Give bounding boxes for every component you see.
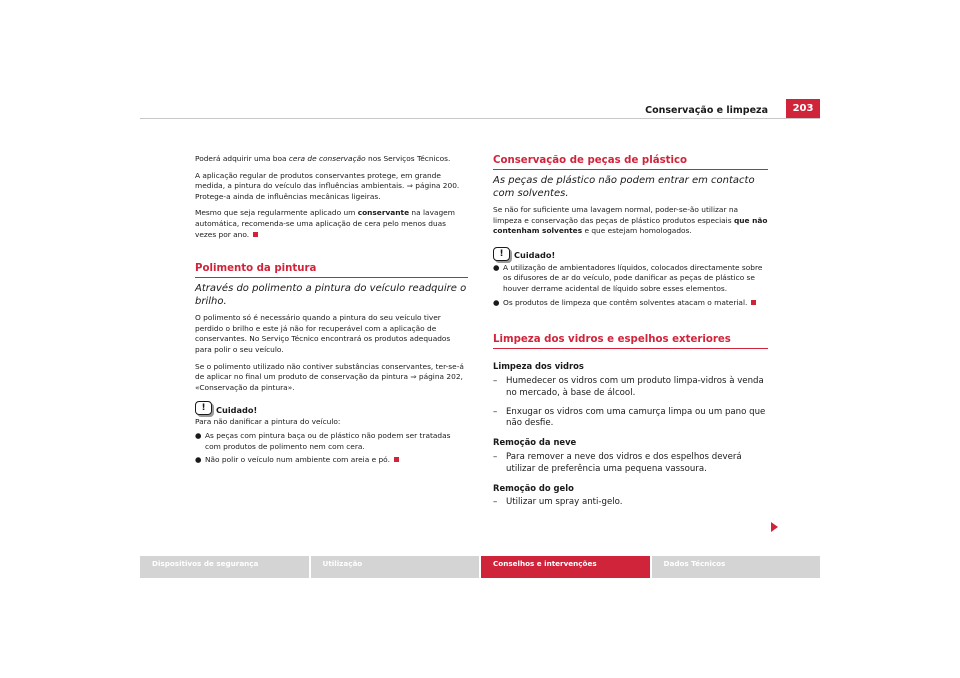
heading-polimento: Polimento da pintura bbox=[195, 262, 468, 278]
dash-icon: – bbox=[493, 406, 498, 417]
warning-icon: ! bbox=[493, 247, 510, 261]
bullet-icon: ● bbox=[493, 262, 500, 272]
tab-dispositivos-seguranca[interactable]: Dispositivos de segurança bbox=[140, 556, 309, 578]
bullet-text: Não polir o veículo num ambiente com areia e pó. bbox=[205, 455, 390, 465]
step-text: Enxugar os vidros com uma camurça limpa ou um pano que não desfie. bbox=[506, 406, 766, 429]
paragraph-polish-conserve: Se o polimento utilizado não contiver substâncias conservantes, ter-se-á de aplicar no final um produto de conservação da pintura ⇒ página 202, «Conservação da pintura». bbox=[195, 361, 464, 392]
paragraph-plastic bbox=[493, 205, 768, 237]
subheading-plastico: As peças de plástico não podem entrar em contacto com solventes. bbox=[493, 175, 755, 199]
text: Mesmo que seja regularmente aplicado um bbox=[195, 208, 358, 218]
left-column bbox=[195, 154, 468, 469]
paragraph-polish-need: O polimento só é necessário quando a pintura do seu veículo tiver perdido o brilho e este já não for recuperável com a aplicação de conservantes. No Serviço Técnico encontrará os produtos adequados para polir o seu veículo. bbox=[195, 313, 451, 354]
caution-intro: Para não danificar a pintura do veículo: bbox=[195, 417, 341, 427]
heading-vidros: Limpeza dos vidros e espelhos exteriores bbox=[493, 333, 768, 349]
text: na lavagem automática, recomenda-se uma aplicação de cera pelo menos duas vezes por ano. bbox=[195, 208, 455, 239]
caution-bullet bbox=[195, 455, 468, 466]
paragraph-conservante bbox=[195, 208, 468, 240]
tab-dados-tecnicos[interactable]: Dados Técnicos bbox=[652, 556, 821, 578]
right-column bbox=[493, 154, 768, 516]
subtitle-limpeza: Limpeza dos vidros bbox=[493, 361, 584, 372]
warning-icon: ! bbox=[195, 401, 212, 415]
section-end-mark bbox=[253, 232, 258, 237]
text: nos Serviços Técnicos. bbox=[365, 154, 451, 163]
caution-bullet bbox=[195, 431, 468, 452]
caution-title: Cuidado! bbox=[514, 250, 556, 261]
step-item bbox=[493, 407, 768, 431]
paragraph-wax bbox=[195, 154, 468, 165]
footer-nav bbox=[140, 556, 820, 578]
glass-instructions bbox=[493, 361, 768, 509]
header-rule bbox=[140, 118, 820, 119]
step-item bbox=[493, 497, 768, 509]
step-text: Utilizar um spray anti-gelo. bbox=[506, 497, 623, 508]
section-end-mark bbox=[751, 300, 756, 305]
caution-bullet bbox=[493, 298, 768, 309]
bold-term: que não contenham solventes bbox=[493, 215, 768, 236]
caution-bullet bbox=[493, 263, 768, 295]
bullet-icon: ● bbox=[493, 297, 500, 307]
bold-term: conservante bbox=[357, 208, 410, 218]
dash-icon: – bbox=[493, 375, 498, 386]
next-page-arrow-icon[interactable] bbox=[771, 522, 778, 532]
dash-icon: – bbox=[493, 451, 498, 462]
caution-header bbox=[493, 247, 768, 261]
page-number: 203 bbox=[786, 99, 820, 118]
bullet-text: As peças com pintura baça ou de plástico não podem ser tratadas com produtos de polimento nem com cera. bbox=[205, 430, 451, 451]
dash-icon: – bbox=[493, 497, 498, 508]
step-text: Para remover a neve dos vidros e dos espelhos deverá utilizar de preferência uma pequena vassoura. bbox=[506, 451, 742, 474]
subtitle-gelo: Remoção do gelo bbox=[493, 482, 574, 493]
tab-utilizacao[interactable]: Utilização bbox=[311, 556, 480, 578]
section-end-mark bbox=[394, 457, 399, 462]
step-item bbox=[493, 376, 768, 400]
bullet-icon: ● bbox=[195, 430, 202, 440]
paragraph-protection: A aplicação regular de produtos conservantes protege, em grande medida, a pintura do veículo das influências ambientais. ⇒ página 200. Protege-a ainda de influências mecânicas ligeiras. bbox=[195, 170, 460, 201]
tab-conselhos-intervencoes[interactable]: Conselhos e intervenções bbox=[481, 556, 650, 578]
bullet-icon: ● bbox=[195, 455, 202, 465]
step-item bbox=[493, 452, 768, 476]
subtitle-neve: Remoção da neve bbox=[493, 437, 577, 448]
caution-title: Cuidado! bbox=[216, 404, 258, 415]
step-text: Humedecer os vidros com um produto limpa-vidros à venda no mercado, à base de álcool. bbox=[506, 375, 764, 398]
bullet-text: Os produtos de limpeza que contêm solventes atacam o material. bbox=[503, 297, 748, 307]
caution-header bbox=[195, 401, 468, 415]
header-title: Conservação e limpeza bbox=[645, 105, 768, 116]
bullet-text: A utilização de ambientadores líquidos, colocados directamente sobre os difusores de ar do veículo, pode danificar as peças de plástico se houver derrame acidental de líquido sobre esses elementos. bbox=[503, 262, 763, 293]
text: Poderá adquirir uma boa bbox=[195, 154, 289, 163]
heading-plastico: Conservação de peças de plástico bbox=[493, 154, 768, 170]
subheading-polimento: Através do polimento a pintura do veículo readquire o brilho. bbox=[195, 283, 467, 307]
text: e que estejam homologados. bbox=[582, 226, 692, 236]
emphasis: cera de conservação bbox=[288, 154, 366, 163]
text: Se não for suficiente uma lavagem normal, poder-se-ão utilizar na limpeza e conservação das peças de plástico produtos especiais bbox=[493, 205, 739, 225]
